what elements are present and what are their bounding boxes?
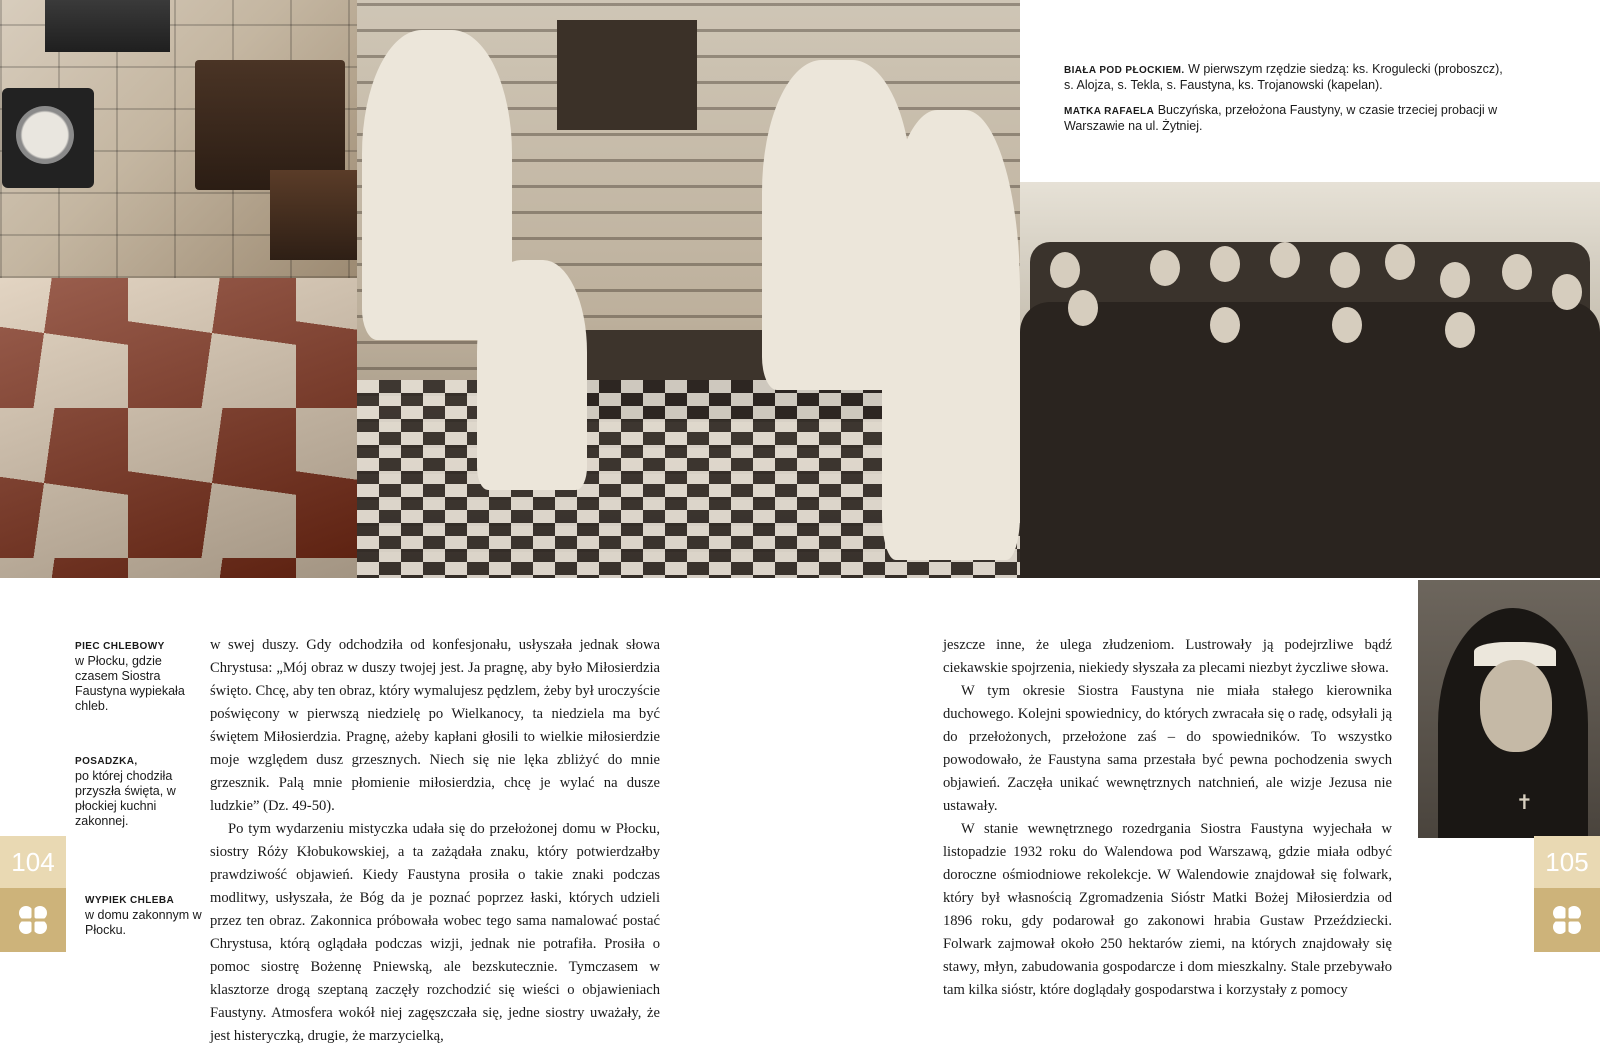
- caption-bread-oven: PIEC CHLEBOWY w Płocku, gdzie czasem Siostra Faustyna wypiekała chleb.: [75, 641, 185, 713]
- mother-rafaela-portrait: ✝: [1418, 580, 1600, 838]
- caption-biala: BIAŁA POD PŁOCKIEM. W pierwszym rzędzie siedzą: ks. Krogulecki (proboszcz), s. Alojza, s. Tekla, s. Faustyna, ks. Trojanowski (kapelan).: [1064, 62, 1503, 92]
- kitchen-floor-tiles-photo: [0, 278, 357, 578]
- left-text-column: [210, 634, 660, 1048]
- page-number-left: 104: [0, 836, 66, 888]
- bread-baking-photo: [357, 0, 1020, 578]
- paragraph: W stanie wewnętrznego rozedrgania Siostra Faustyna wyjechała w listopadzie 1932 roku do Walendowa pod Warszawą, gdzie miała odbyć doroczne ośmiodniowe rekolekcje. W Walendowie znajdował się folwark, który był własnością Zgromadzenia Sióstr Matki Bożej Miłosierdzia od 1896 roku, gdy podarował go zakonowi hrabia Gustaw Przeździecki. Folwark zajmował około 250 hektarów ziemi, na których znajdowały się stawy, młyn, zabudowania gospodarcze i dom mieszkalny. Stale przebywało tam kilka sióstr, które doglądały gospodarstwa i korzystały z pomocy: [943, 821, 1392, 998]
- caption-floor: POSADZKA, po której chodziła przyszła święta, w płockiej kuchni zakonnej.: [75, 756, 176, 828]
- photo-captions: [1064, 62, 1514, 144]
- clover-cross-icon: [1534, 888, 1600, 952]
- bread-oven-photo: [0, 0, 357, 278]
- paragraph: Po tym wydarzeniu mistyczka udała się do przełożonej domu w Płocku, siostry Róży Kłobukowskiej, a ta zażądała znaku, który potwierdzałby prawdziwość objawień. Kiedy Faustyna prosiła o takie znaki podczas modlitwy, usłyszała, że Bóg da je poznać poprzez łaski, których udzieli przez ten obraz. Zakonnica próbowała wobec tego sama namalować postać Chrystusa, którą oglądała podczas wizji, jednak nie potrafiła. Prosiła o pomoc siostrę Bożennę Pniewską, ale bezskutecznie. Tymczasem w klasztorze drogą szeptaną zaczęły rozchodzić się wieści o objawieniach Faustyny. Atmosfera wokół niej zagęszczała się, jedne siostry uważały, że jest histeryczką, drugie, że marzycielką,: [210, 821, 660, 1044]
- group-photo-biala: [1020, 182, 1600, 578]
- paragraph: W tym okresie Siostra Faustyna nie miała stałego kierownika duchowego. Kolejni spowiednicy, do których zwracała się o radę, odsyłali ją do przełożonych, przełożone zaś – do spowiedników. To wszystko powodowało, że Faustyna sama przestała być pewna pochodzenia swych objawień. Zaczęła unikać wewnętrznych natchnień, ale wizje Jezusa nie ustawały.: [943, 683, 1392, 814]
- page-number-right: 105: [1534, 836, 1600, 888]
- caption-bread-baking: WYPIEK CHLEBA w domu zakonnym w Płocku.: [85, 895, 202, 937]
- paragraph: jeszcze inne, że ulega złudzeniom. Lustrowały ją podejrzliwe bądź ciekawskie spojrzenia, niekiedy słyszała za plecami niezbyt życzliwe słowa.: [943, 637, 1392, 676]
- right-text-column: [943, 634, 1392, 1002]
- paragraph: w swej duszy. Gdy odchodziła od konfesjonału, usłyszała jednak słowa Chrystusa: „Mój obraz w duszy twojej jest. Ja pragnę, aby było Miłosierdzia święto. Chcę, aby ten obraz, który wymalujesz pędzlem, żeby był uroczyście poświęcony w pierwszą niedzielę po Wielkanocy, ta niedziela ma być świętem Miłosierdzia. Pragnę, ażeby kapłani głosili to wielkie miłosierdzie moje względem dusz grzesznych. Niech się nie lęka zbliżyć do mnie grzesznik. Palą mnie płomienie miłosierdzia, chcę je wylać na dusze ludzkie” (Dz. 49-50).: [210, 637, 660, 814]
- clover-cross-icon: [0, 888, 66, 952]
- caption-rafaela: MATKA RAFAELA Buczyńska, przełożona Faustyny, w czasie trzeciej probacji w Warszawie na ul. Żytniej.: [1064, 103, 1498, 133]
